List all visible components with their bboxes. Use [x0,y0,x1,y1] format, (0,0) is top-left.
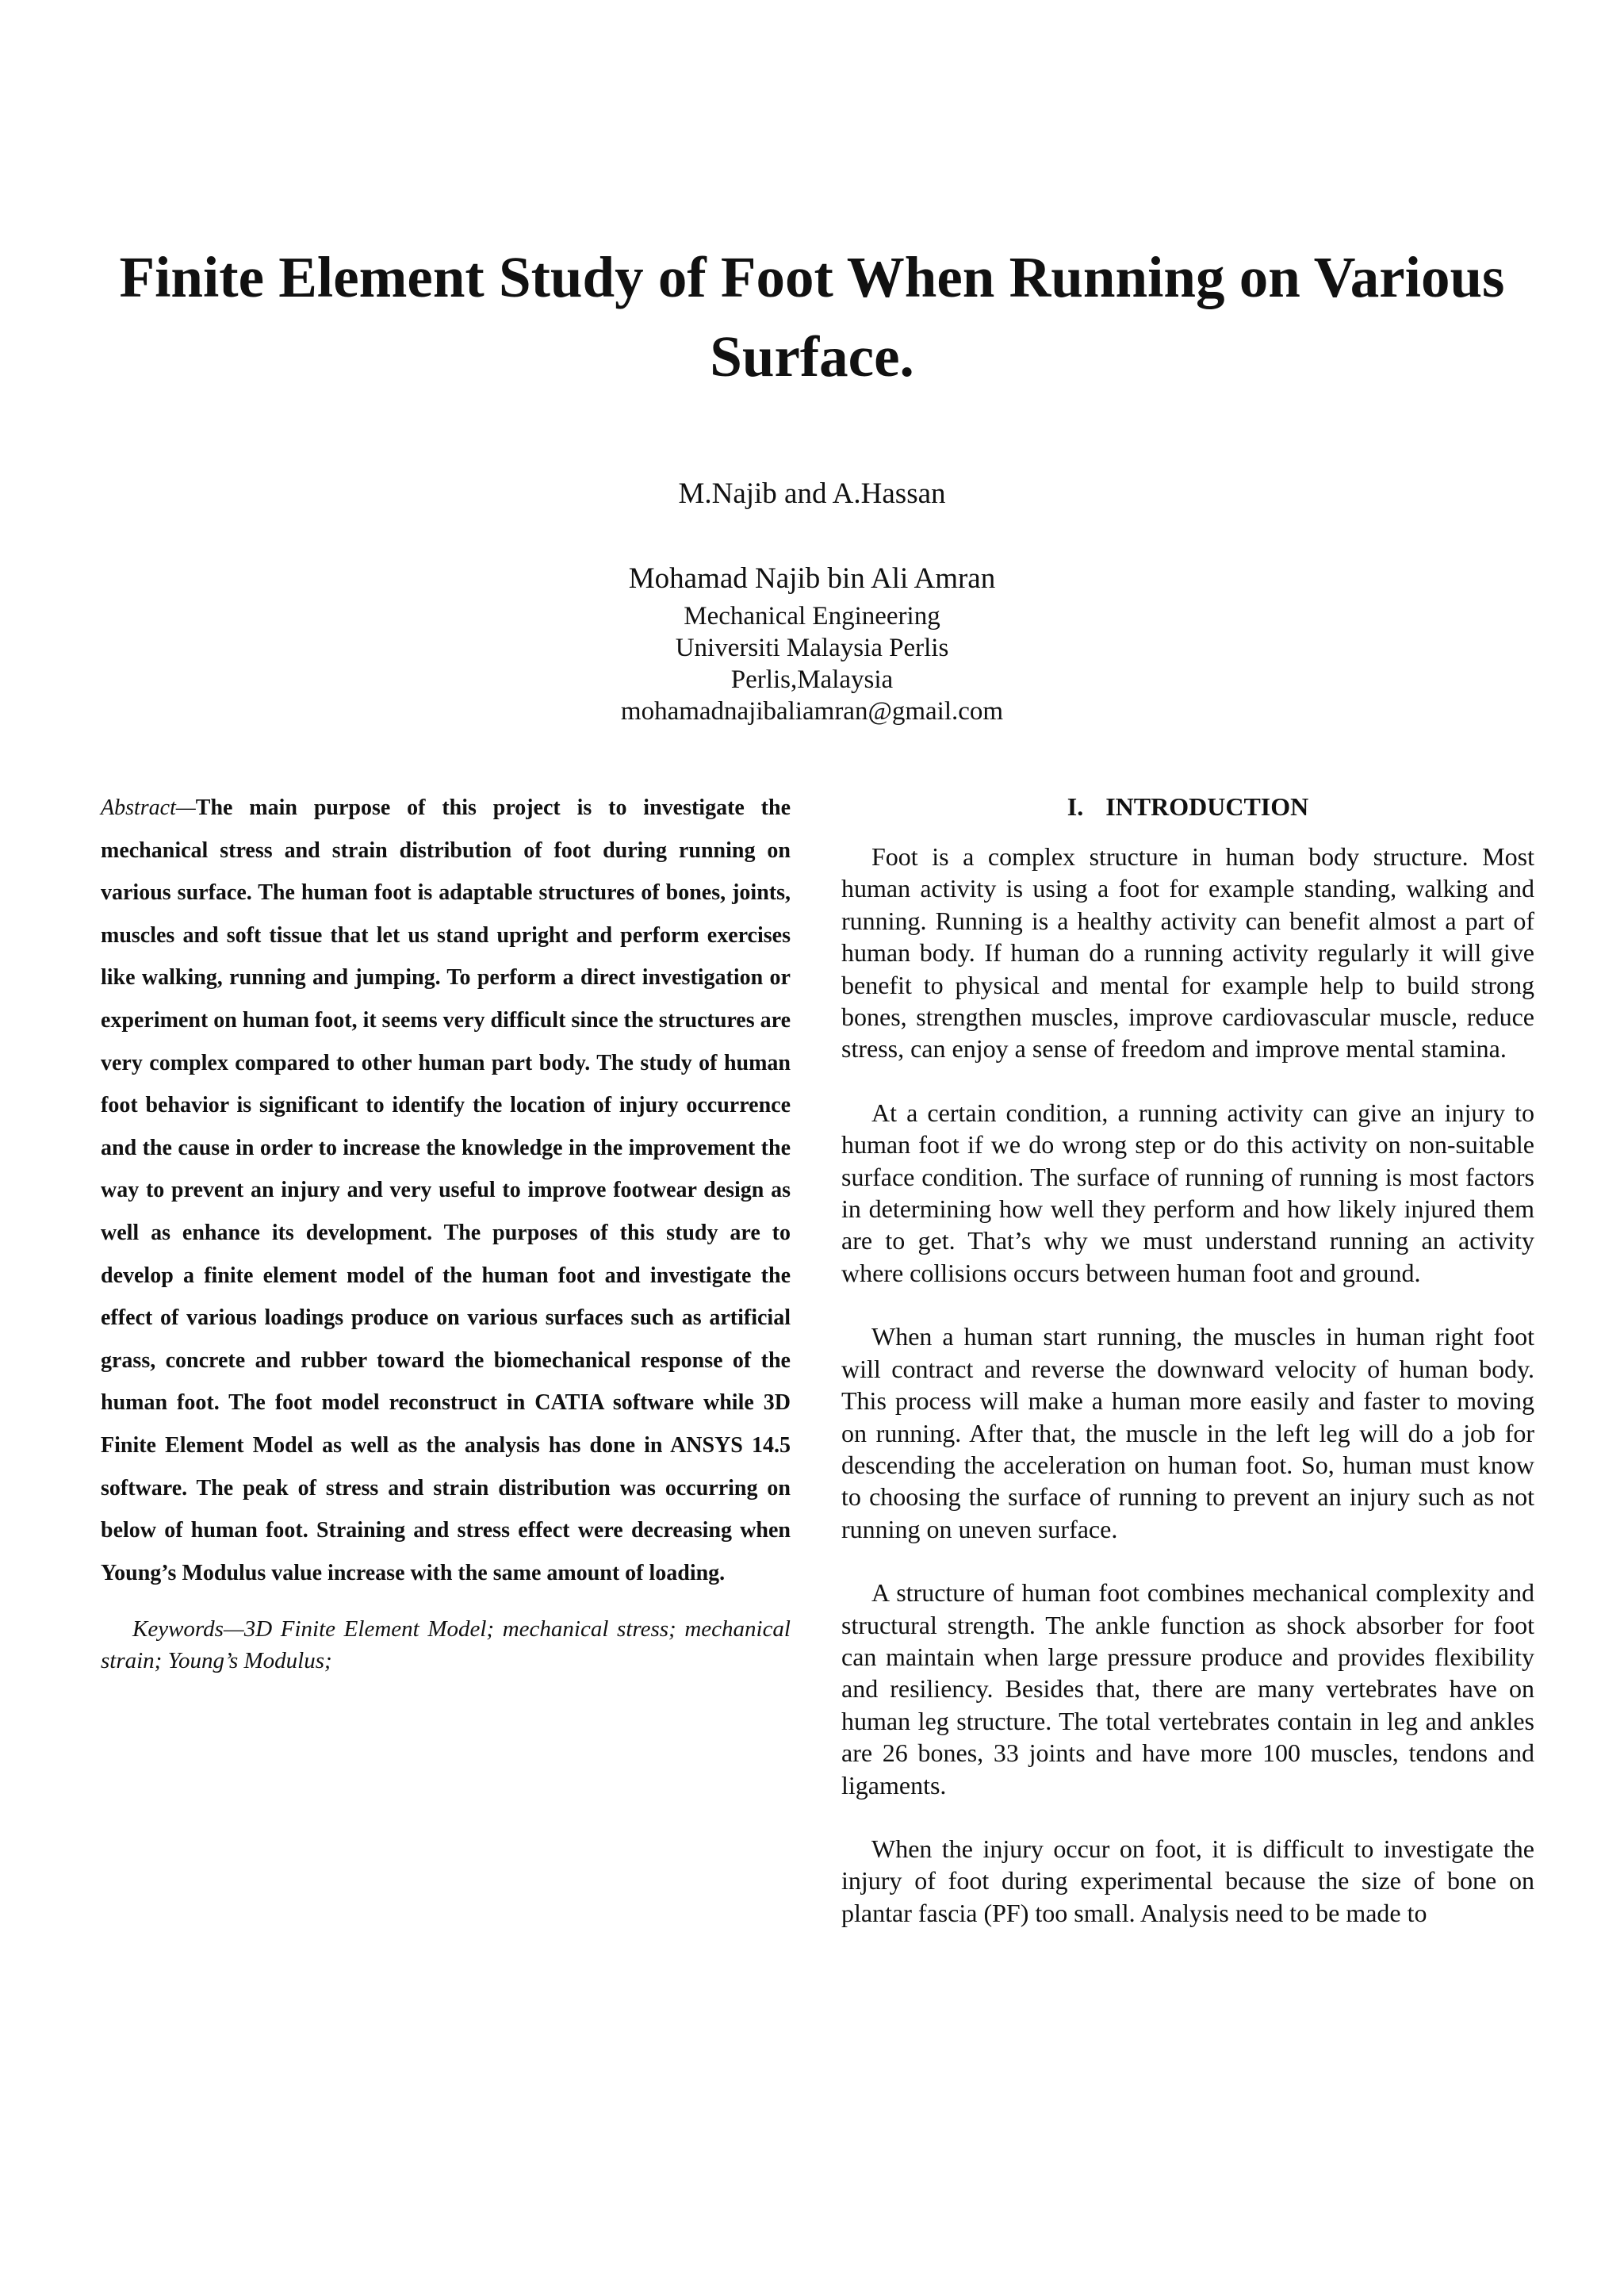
abstract-text: The main purpose of this project is to investigate the mechanical stress and strain distribution of foot during running on various surface. The human foot is adaptable structures of bones, joints, muscles and soft tissue that let us stand upright and perform exercises like walking, running and jumping. To perform a direct investigation or experiment on human foot, it seems very difficult since the structures are very complex compared to other human part body. The study of human foot behavior is significant to identify the location of injury occurrence and the cause in order to increase the knowledge in the improvement the way to prevent an injury and very useful to improve footwear design as well as enhance its development. The purposes of this study are to develop a finite element model of the human foot and investigate the effect of various loadings produce on various surfaces such as artificial grass, concrete and rubber toward the biomechanical response of the human foot. The foot model reconstruct in CATIA software while 3D Finite Element Model as well as the analysis has done in ANSYS 14.5 software. The peak of stress and strain distribution was occurring on below of human foot. Straining and stress effect were decreasing when Young’s Modulus value increase with the same amount of loading. [101,795,791,1585]
section-title: INTRODUCTION [1105,792,1309,821]
body-paragraph-4: A structure of human foot combines mechanical complexity and structural strength. The ankle function as shock absorber for foot can maintain when large pressure produce and provides flexibility and resiliency. Besides that, there are many vertebrates have on human leg structure. The total vertebrates contain in leg and ankles are 26 bones, 33 joints and have more 100 muscles, tendons and ligaments. [841,1578,1534,1800]
author-location: Perlis,Malaysia [730,665,894,694]
body-paragraph-5: When the injury occur on foot, it is difficult to investigate the injury of foot during experimental because the size of bone on plantar fascia (PF) too small. Analysis need to be made to [841,1834,1534,1927]
abstract [101,787,791,1594]
right-column [841,787,1534,1929]
author-university: Universiti Malaysia Perlis [675,634,949,662]
section-number: I. [1067,792,1084,821]
author-department: Mechanical Engineering [684,602,940,631]
short-author-list: M.Najib and A.Hassan [678,477,946,510]
body-paragraph-1: Foot is a complex structure in human body structure. Most human activity is using a foot for example standing, walking and running. Running is a healthy activity can benefit almost a part of human body. If human do a running activity regularly it will give benefit to physical and mental for example help to build strong bones, strengthen muscles, improve cardiovascular muscle, reduce stress, can enjoy a sense of freedom and improve mental stamina. [841,842,1534,1064]
author-email: mohamadnajibaliamran@gmail.com [620,697,1004,726]
paper-title: Finite Element Study of Foot When Running on Various Surface. [119,245,1505,389]
body-paragraph-3: When a human start running, the muscles in human right foot will contract and reverse the downward velocity of human body. This process will make a human more easily and faster to moving on running. After that, the muscle in the left leg will do a job for descending the acceleration on human foot. So, human must know to choosing the surface of running to prevent an injury such as not running on uneven surface. [841,1322,1534,1543]
author-affiliation [0,558,1624,727]
keywords: Keywords—3D Finite Element Model; mechanical stress; mechanical strain; Young’s Modulus; [101,1616,791,1674]
body-paragraph-2: At a certain condition, a running activity can give an injury to human foot if we do wrong step or do this activity on non-suitable surface condition. The surface of running of running is most factors in determining how well they perform and how likely injured them are to get. That’s why we must understand running an activity where collisions occurs between human foot and ground. [841,1098,1534,1287]
section-heading [841,787,1534,826]
abstract-lead: Abstract— [101,795,196,820]
author-name: Mohamad Najib bin Ali Amran [628,562,996,595]
left-column [101,787,791,1700]
